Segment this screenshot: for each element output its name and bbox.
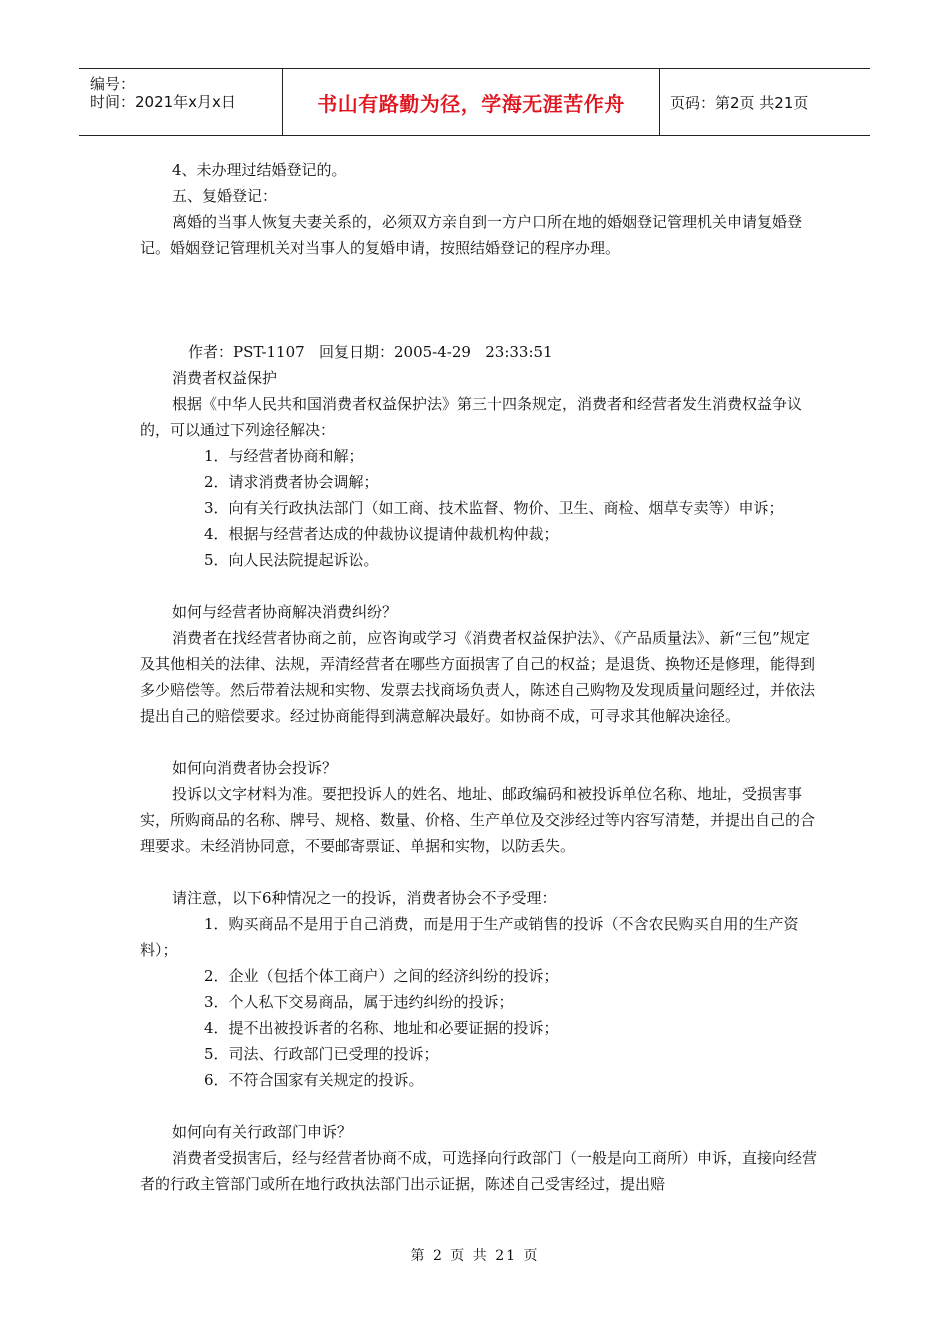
paragraph: 离婚的当事人恢复夫妻关系的，必须双方亲自到一方户口所在地的婚姻登记管理机关申请复婚登记。婚姻登记管理机关对当事人的复婚申请，按照结婚登记的程序办理。 <box>140 213 803 257</box>
document-body <box>140 157 820 1197</box>
paragraph: 消费者在找经营者协商之前，应咨询或学习《消费者权益保护法》、《产品质量法》、新“三包”规定及其他相关的法律、法规，弄清经营者在哪些方面损害了自己的权益；是退货、换物还是修理，能得到多少赔偿等。然后带着法规和实物、发票去找商场负责人，陈述自己购物及发现质量问题经过，并依法提出自己的赔偿要求。经过协商能得到满意解决最好。如协商不成，可寻求其他解决途径。 <box>140 629 816 725</box>
list-item: 5．司法、行政部门已受理的投诉； <box>204 1045 439 1063</box>
paragraph: 根据《中华人民共和国消费者权益保护法》第三十四条规定，消费者和经营者发生消费权益争议的，可以通过下列途径解决： <box>140 395 803 439</box>
spacer <box>140 261 820 339</box>
spacer <box>140 1093 820 1119</box>
question-heading: 如何向有关行政部门申诉？ <box>172 1123 353 1141</box>
header-page-info <box>664 69 870 135</box>
paragraph: 4、未办理过结婚登记的。 <box>172 161 347 179</box>
header-meta <box>79 69 282 135</box>
list-item: 1．购买商品不是用于自己消费，而是用于生产或销售的投诉（不含农民购买自用的生产资料）； <box>140 915 799 959</box>
list-item: 2．企业（包括个体工商户）之间的经济纠纷的投诉； <box>204 967 559 985</box>
spacer <box>140 573 820 599</box>
section-heading: 消费者权益保护 <box>172 369 278 387</box>
paragraph: 请注意，以下6种情况之一的投诉，消费者协会不予受理： <box>172 889 557 907</box>
section-heading: 五、复婚登记： <box>172 187 278 205</box>
page-number-label: 页码：第2页 共21页 <box>670 93 809 112</box>
list-item: 4．根据与经营者达成的仲裁协议提请仲裁机构仲裁； <box>204 525 559 543</box>
page-footer: 第 2 页 共 21 页 <box>410 1248 540 1264</box>
header-motto: 书山有路勤为径，学海无涯苦作舟 <box>282 69 660 135</box>
document-date: 时间：2021年x月x日 <box>90 93 236 111</box>
post-author-line: 作者：PST-1107 回复日期：2005-4-29 23:33:51 <box>188 343 553 361</box>
page-header <box>79 68 870 136</box>
document-code-label: 编号： <box>90 75 136 93</box>
paragraph: 消费者受损害后，经与经营者协商不成，可选择向行政部门（一般是向工商所）申诉，直接向经营者的行政主管部门或所在地行政执法部门出示证据，陈述自己受害经过，提出赔 <box>140 1149 818 1193</box>
list-item: 6．不符合国家有关规定的投诉。 <box>204 1071 424 1089</box>
question-heading: 如何与经营者协商解决消费纠纷？ <box>172 603 398 621</box>
spacer <box>140 859 820 885</box>
list-item: 1．与经营者协商和解； <box>204 447 364 465</box>
list-item: 5．向人民法院提起诉讼。 <box>204 551 379 569</box>
spacer <box>140 729 820 755</box>
list-item: 3．向有关行政执法部门（如工商、技术监督、物价、卫生、商检、烟草专卖等）申诉； <box>204 499 784 517</box>
paragraph: 投诉以文字材料为准。要把投诉人的姓名、地址、邮政编码和被投诉单位名称、地址，受损害事实，所购商品的名称、牌号、规格、数量、价格、生产单位及交涉经过等内容写清楚，并提出自己的合理要求。未经消协同意，不要邮寄票证、单据和实物，以防丢失。 <box>140 785 816 855</box>
question-heading: 如何向消费者协会投诉？ <box>172 759 338 777</box>
list-item: 3．个人私下交易商品，属于违约纠纷的投诉； <box>204 993 514 1011</box>
list-item: 2．请求消费者协会调解； <box>204 473 379 491</box>
list-item: 4．提不出被投诉者的名称、地址和必要证据的投诉； <box>204 1019 559 1037</box>
